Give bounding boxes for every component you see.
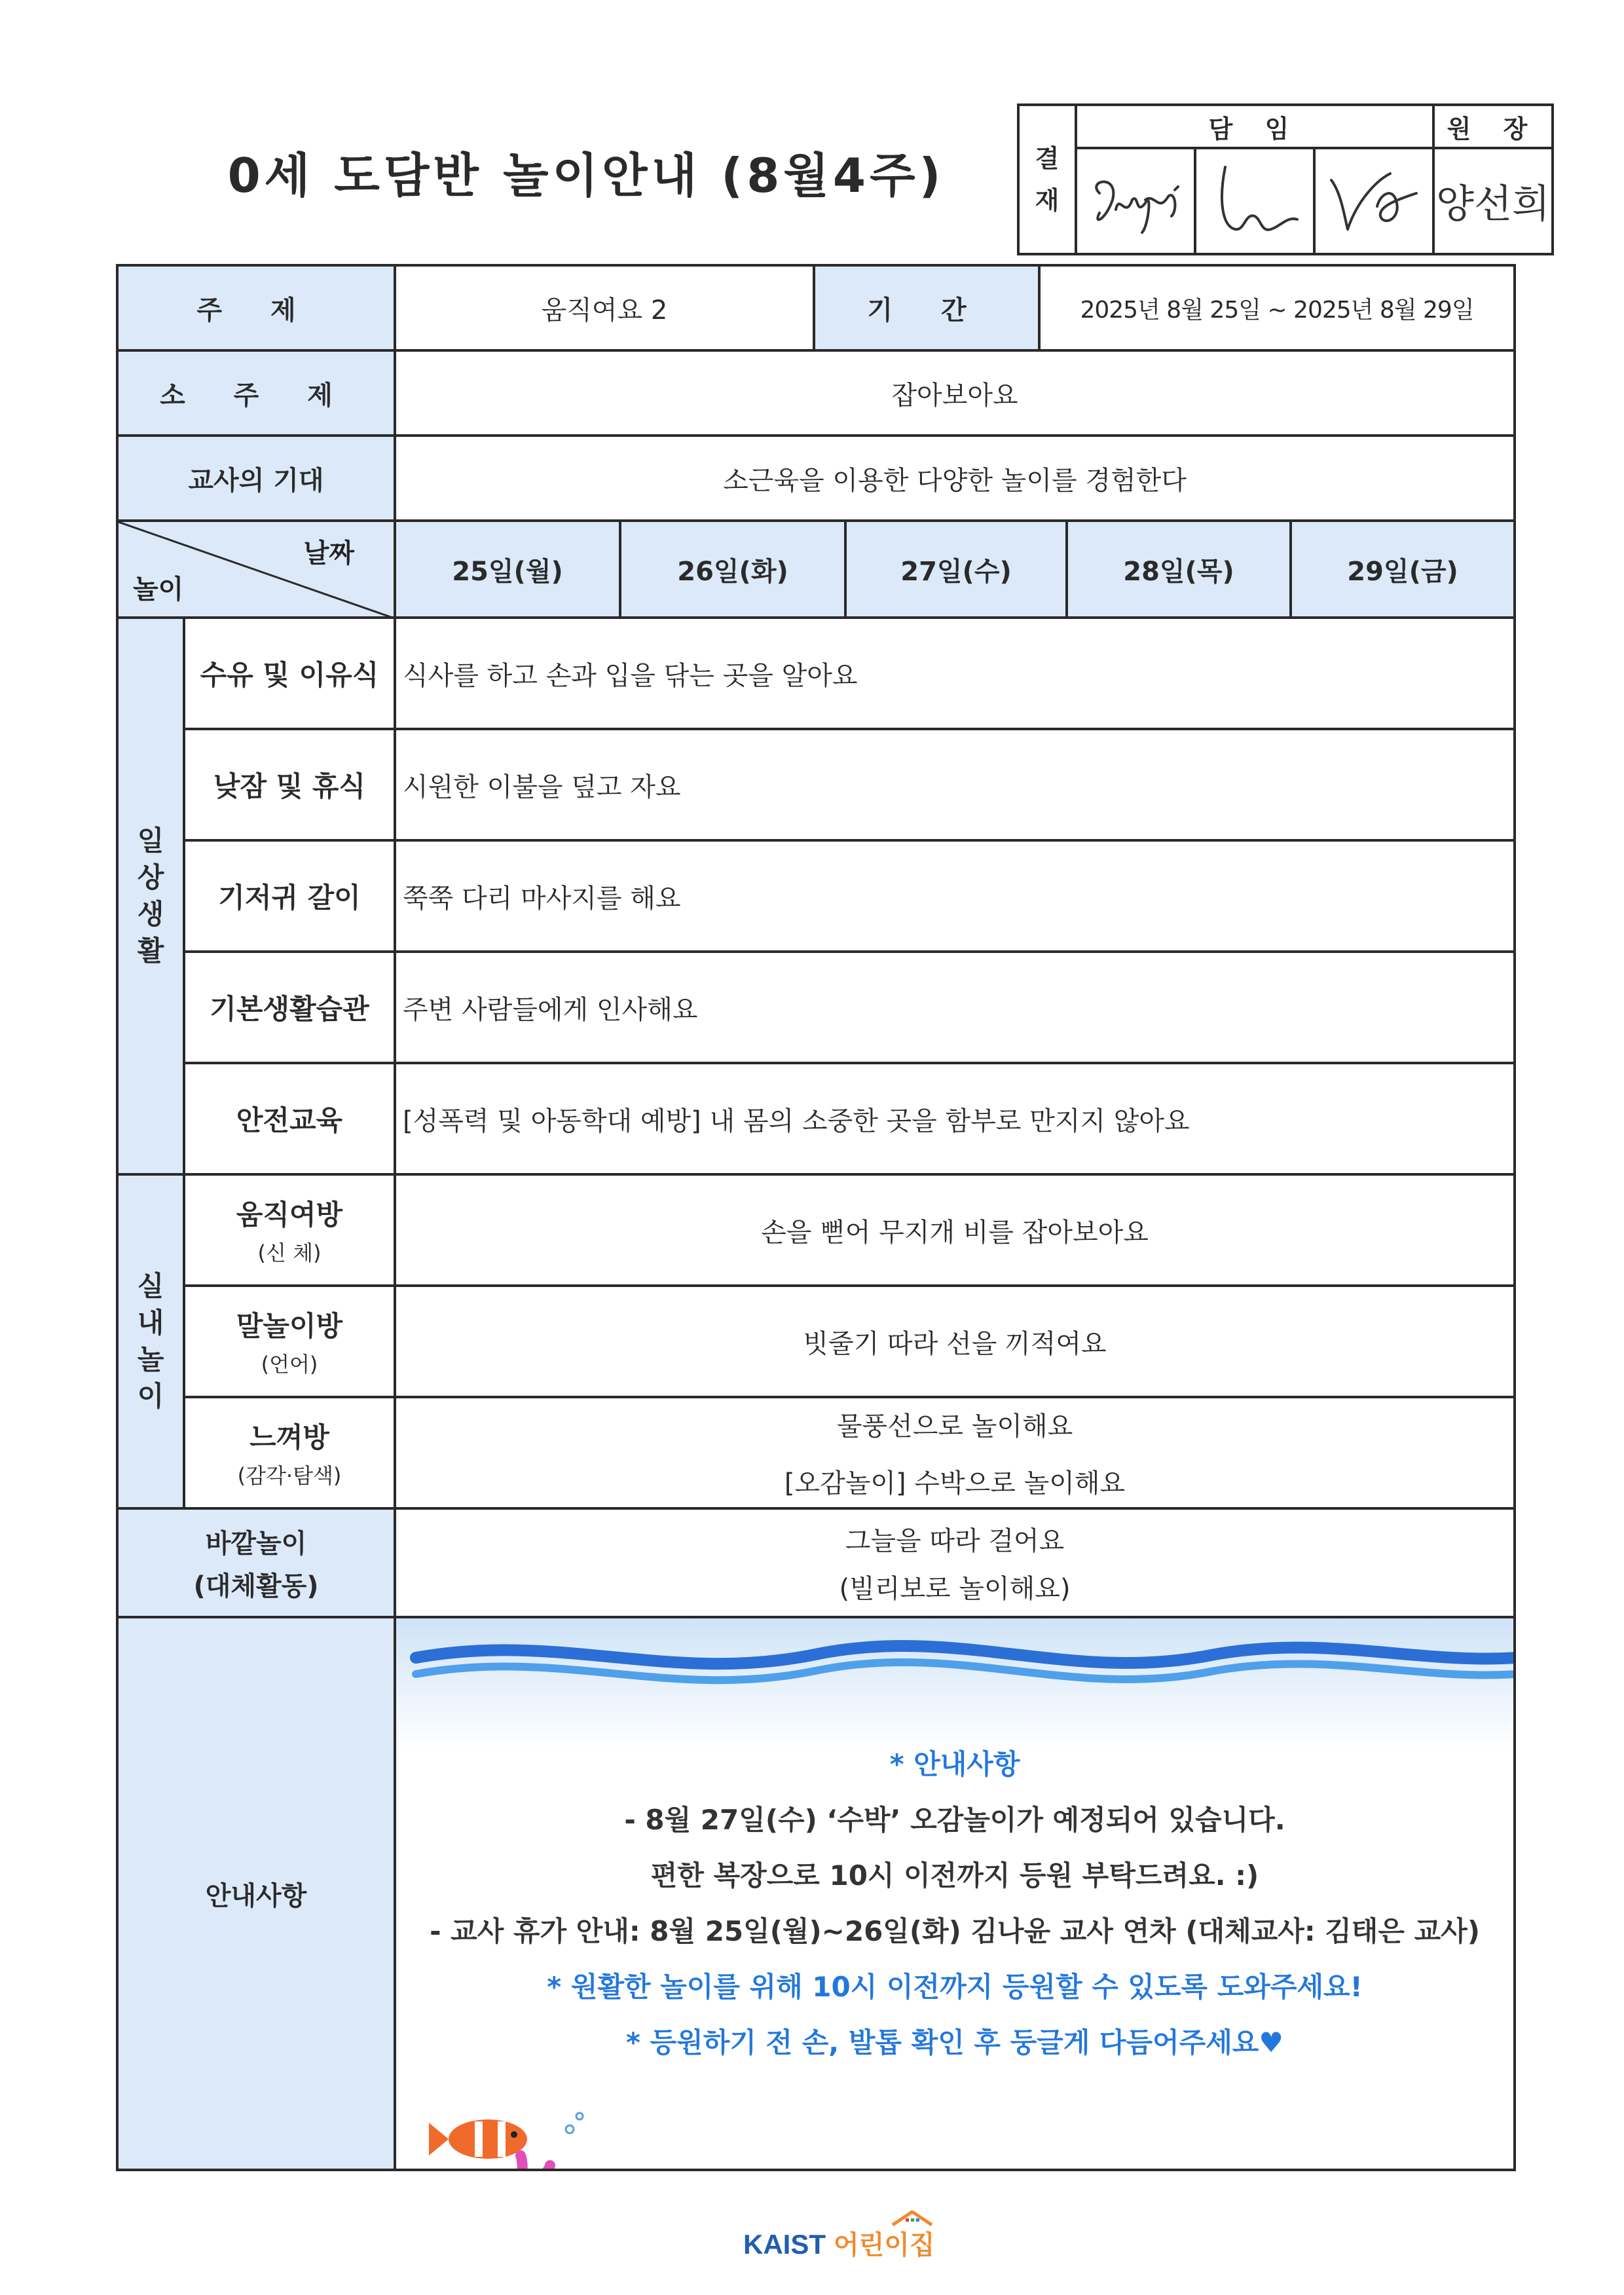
notice-heading: * 안내사항 [889, 1748, 1020, 1780]
language-room-label: 말놀이방 (언어) [184, 1286, 395, 1397]
outdoor-activity-1: 그늘을 따라 걸어요 [845, 1526, 1065, 1556]
logo-text-kaist: KAIST [743, 2229, 826, 2260]
kaist-kindergarten-logo [737, 2211, 953, 2263]
category-char: 상 [137, 861, 164, 893]
director-signature: 양선희 [1433, 148, 1553, 254]
notice-line-4: * 원활한 놀이를 위해 10시 이전까지 등원할 수 있도록 도와주세요! [547, 1971, 1363, 2003]
period-label: 기 간 [814, 265, 1039, 350]
habit-label: 기본생활습관 [184, 952, 395, 1063]
feeding-value: 식사를 하고 손과 입을 닦는 곳을 알아요 [395, 618, 1515, 729]
notice-line-2: 편한 복장으로 10시 이전까지 등원 부탁드려요. :) [650, 1859, 1259, 1892]
nap-value: 시원한 이불을 덮고 자요 [395, 729, 1515, 840]
teacher-expectation-value: 소근육을 이용한 다양한 놀이를 경험한다 [395, 436, 1515, 521]
daily-life-category [117, 618, 184, 1174]
director-label: 원 장 [1433, 105, 1553, 148]
day-header: 28일(목) [1067, 521, 1291, 618]
diaper-value: 쭉쭉 다리 마사지를 해요 [395, 840, 1515, 952]
approval-box [1017, 103, 1554, 255]
habit-value: 주변 사람들에게 인사해요 [395, 952, 1515, 1063]
approval-side-char: 결 [1035, 144, 1060, 173]
diaper-label: 기저귀 갈이 [184, 840, 395, 952]
notice-content [395, 1617, 1515, 2170]
sensory-room-sublabel: (감각·탐색) [237, 1463, 342, 1488]
movement-room-value: 손을 뻗어 무지개 비를 잡아보아요 [395, 1174, 1515, 1286]
category-char: 생 [137, 898, 164, 930]
day-header: 25일(월) [395, 521, 620, 618]
play-header-label: 놀이 [133, 574, 184, 605]
category-char: 놀 [137, 1343, 164, 1375]
outdoor-value [395, 1508, 1515, 1617]
logo-text-kindergarten: 어린이집 [834, 2230, 935, 2260]
safety-value: [성폭력 및 아동학대 예방] 내 몸의 소중한 곳을 함부로 만지지 않아요 [395, 1063, 1515, 1174]
theme-label: 주 제 [117, 265, 395, 350]
teacher-signature-1 [1076, 148, 1195, 254]
feeding-label: 수유 및 이유식 [184, 618, 395, 729]
category-char: 이 [137, 1380, 164, 1412]
notice-line-1: - 8월 27일(수) ‘수박’ 오감놀이가 예정되어 있습니다. [624, 1804, 1285, 1836]
language-room-value: 빗줄기 따라 선을 끼적여요 [395, 1286, 1515, 1397]
teacher-expectation-label: 교사의 기대 [117, 436, 395, 521]
subtheme-value: 잡아보아요 [395, 350, 1515, 436]
date-header-label: 날짜 [303, 538, 354, 569]
teacher-label: 담 임 [1076, 105, 1433, 148]
outdoor-label: 바깥놀이 (대체활동) [117, 1508, 395, 1617]
movement-room-sublabel: (신 체) [257, 1241, 322, 1265]
day-header: 27일(수) [845, 521, 1067, 618]
fish-coral-decoration [416, 2103, 783, 2169]
notice-label: 안내사항 [117, 1617, 395, 2170]
wave-decoration [396, 1618, 1513, 1749]
indoor-play-category [117, 1174, 184, 1508]
approval-side-char: 재 [1035, 186, 1060, 215]
day-header: 29일(금) [1291, 521, 1515, 618]
sensory-activity-2: [오감놀이] 수박으로 놀이해요 [784, 1468, 1126, 1499]
sensory-room-value [395, 1397, 1515, 1508]
subtheme-label: 소 주 제 [117, 350, 395, 436]
period-value: 2025년 8월 25일 ~ 2025년 8월 29일 [1039, 265, 1515, 350]
play-plan-table [116, 264, 1516, 2171]
movement-room-label: 움직여방 (신 체) [184, 1174, 395, 1286]
theme-value: 움직여요 2 [395, 265, 814, 350]
teacher-signature-2 [1195, 148, 1314, 254]
language-room-sublabel: (언어) [261, 1352, 318, 1377]
category-char: 활 [137, 935, 164, 967]
category-char: 실 [137, 1270, 164, 1302]
approval-side-label [1018, 105, 1076, 254]
date-play-header [117, 521, 395, 618]
outdoor-activity-2: (빌리보로 놀이해요) [839, 1574, 1071, 1604]
safety-label: 안전교육 [184, 1063, 395, 1174]
teacher-signature-3 [1314, 148, 1433, 254]
day-header: 26일(화) [620, 521, 845, 618]
category-char: 내 [137, 1307, 164, 1339]
notice-line-5: * 등원하기 전 손, 발톱 확인 후 둥글게 다듬어주세요♥ [626, 2026, 1284, 2059]
page-title: 0세 도담반 놀이안내 (8월4주) [227, 148, 945, 203]
category-char: 일 [137, 825, 164, 857]
notice-line-3: - 교사 휴가 안내: 8월 25일(월)~26일(화) 김나윤 교사 연차 (대체교사: 김태은 교사) [430, 1915, 1480, 1947]
sensory-room-label: 느껴방 (감각·탐색) [184, 1397, 395, 1508]
sensory-activity-1: 물풍선으로 놀이해요 [836, 1411, 1073, 1442]
nap-label: 낮잠 및 휴식 [184, 729, 395, 840]
